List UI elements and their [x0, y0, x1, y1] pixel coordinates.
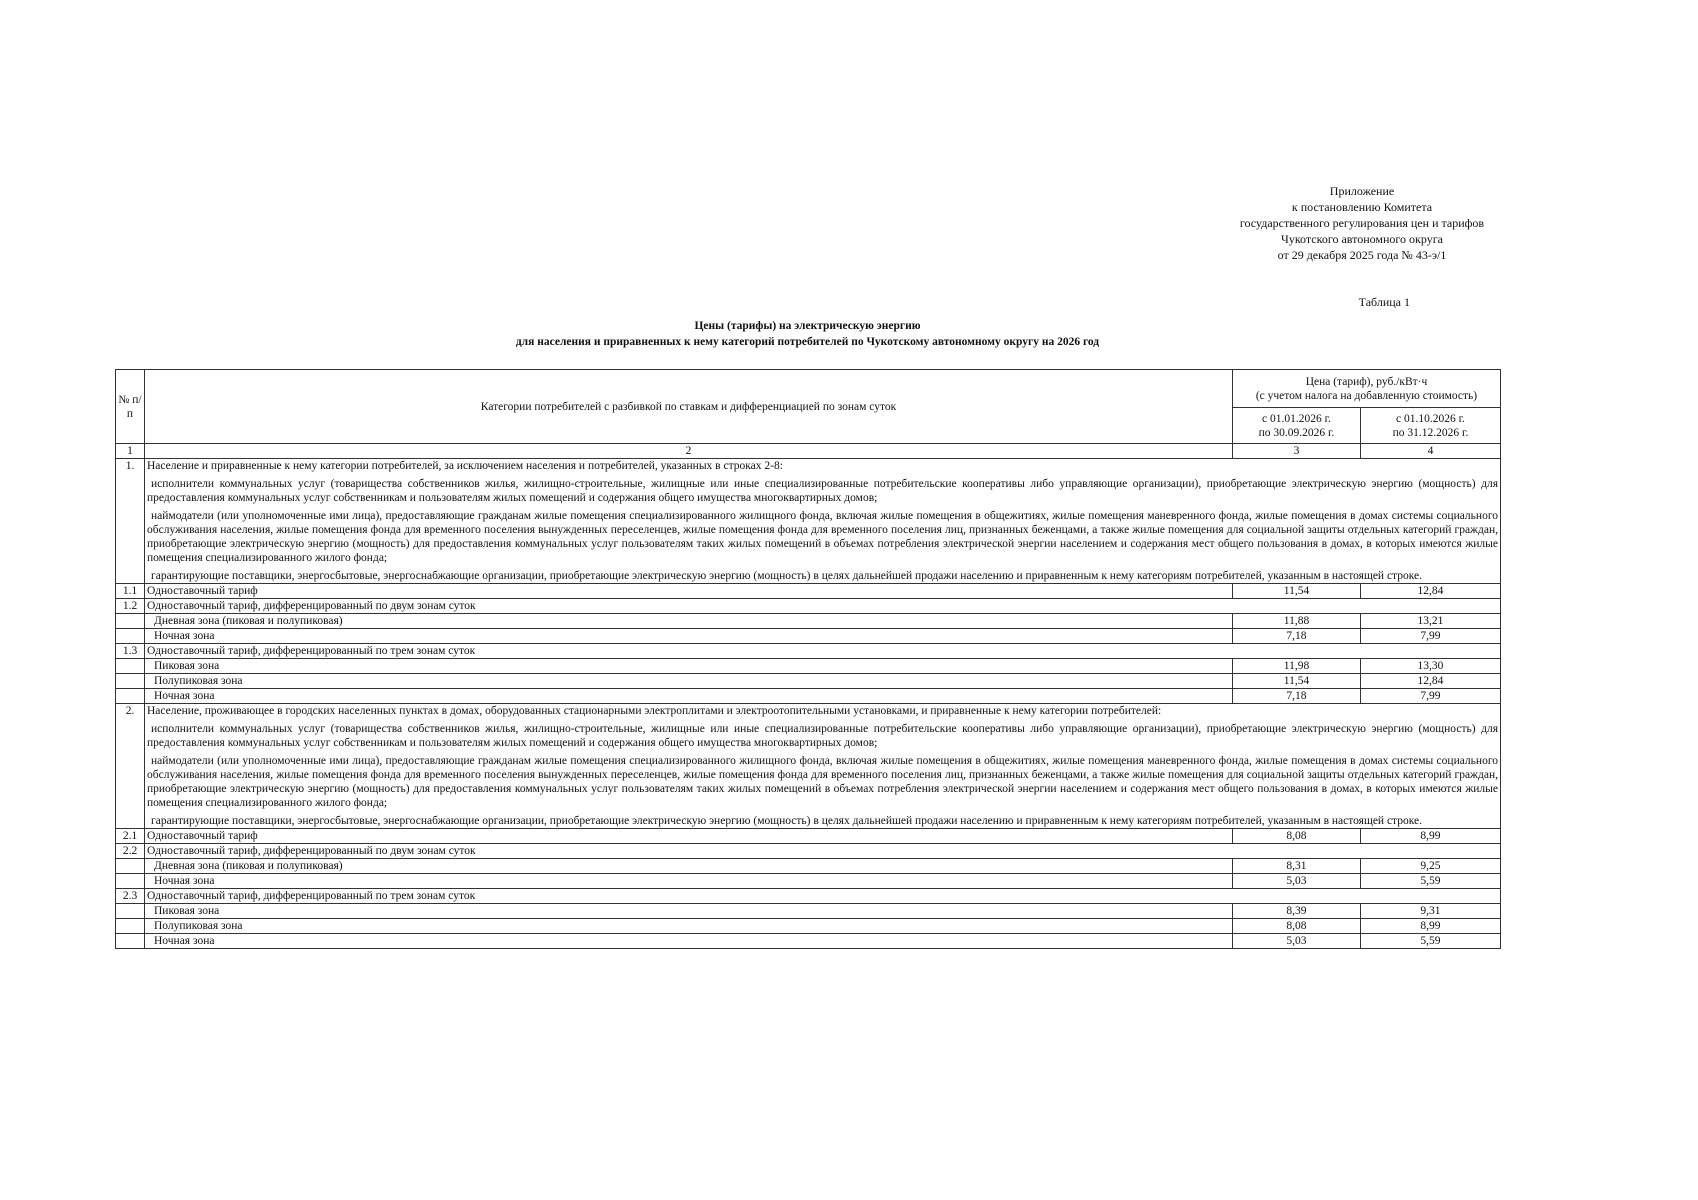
- table-row: [116, 599, 1501, 614]
- table-row: [116, 629, 1501, 644]
- table-header-row: [116, 370, 1501, 408]
- row-label: Одноставочный тариф, дифференцированный по двум зонам суток: [145, 844, 1501, 859]
- table-row: [116, 644, 1501, 659]
- value-period-1: 11,98: [1232, 659, 1360, 674]
- header-period-line: по 31.12.2026 г.: [1392, 426, 1469, 439]
- row-label: Ночная зона: [145, 874, 1233, 889]
- row-label: Пиковая зона: [145, 904, 1233, 919]
- column-number: 3: [1232, 444, 1360, 459]
- row-label: Одноставочный тариф: [145, 829, 1233, 844]
- table-row: [116, 844, 1501, 859]
- document-title-line: для населения и приравненных к нему категорий потребителей по Чукотскому автономному округу на 2026 год: [515, 336, 1100, 348]
- row-label: Одноставочный тариф, дифференцированный по трем зонам суток: [145, 644, 1501, 659]
- row-number: 1.3: [116, 644, 145, 659]
- value-period-1: 11,88: [1232, 614, 1360, 629]
- row-label: Одноставочный тариф, дифференцированный по трем зонам суток: [145, 889, 1501, 904]
- row-label: Ночная зона: [145, 629, 1233, 644]
- value-period-1: 8,39: [1232, 904, 1360, 919]
- section-intro: Население и приравненные к нему категории потребителей, за исключением населения и потребителей, указанных в строках 2-8:: [147, 460, 783, 472]
- section-paragraph: гарантирующие поставщики, энергосбытовые, энергоснабжающие организации, приобретающие электрическую энергию (мощность) в целях дальнейшей продажи населению и приравненным к нему категориям потребителей, указанным в настоящей строке.: [151, 815, 1422, 827]
- value-period-1: 8,31: [1232, 859, 1360, 874]
- value-period-1: 8,08: [1232, 919, 1360, 934]
- appendix-line: Чукотского автономного округа: [1281, 232, 1443, 246]
- table-row: [116, 889, 1501, 904]
- row-number-empty: [116, 919, 145, 934]
- section-paragraph: гарантирующие поставщики, энергосбытовые, энергоснабжающие организации, приобретающие электрическую энергию (мощность) в целях дальнейшей продажи населению и приравненным к нему категориям потребителей, указанным в настоящей строке.: [151, 570, 1422, 582]
- row-number-empty: [116, 689, 145, 704]
- row-number: 2.2: [116, 844, 145, 859]
- header-price: [1232, 370, 1500, 408]
- header-price-line: Цена (тариф), руб./кВт·ч: [1305, 375, 1428, 388]
- value-period-1: 5,03: [1232, 874, 1360, 889]
- value-period-2: 9,25: [1360, 859, 1500, 874]
- row-label: Полупиковая зона: [145, 674, 1233, 689]
- header-period-line: по 30.09.2026 г.: [1258, 426, 1335, 439]
- section-paragraph: исполнители коммунальных услуг (товарищества собственников жилья, жилищно-строительные, жилищные или иные специализированные потребительские кооперативы либо управляющие организации), приобретающие электрическую энергию (мощность) для предоставления коммунальных услуг собственникам и пользователям жилых помещений и содержания общего имущества многоквартирных домов;: [147, 478, 1498, 504]
- value-period-1: 7,18: [1232, 629, 1360, 644]
- value-period-1: 7,18: [1232, 689, 1360, 704]
- tariff-table: [115, 369, 1501, 949]
- row-number: 2.3: [116, 889, 145, 904]
- value-period-1: 8,08: [1232, 829, 1360, 844]
- value-period-1: 5,03: [1232, 934, 1360, 949]
- row-number-empty: [116, 859, 145, 874]
- row-number: 2.1: [116, 829, 145, 844]
- header-period-line: с 01.01.2026 г.: [1262, 412, 1331, 425]
- row-number-empty: [116, 614, 145, 629]
- header-period-line: с 01.10.2026 г.: [1396, 412, 1465, 425]
- value-period-1: 11,54: [1232, 674, 1360, 689]
- row-number: 1.: [116, 459, 145, 584]
- table-row: [116, 614, 1501, 629]
- column-number: 1: [116, 444, 145, 459]
- table-row: [116, 659, 1501, 674]
- header-price-line: (с учетом налога на добавленную стоимость): [1255, 389, 1478, 402]
- document-title-line: Цены (тарифы) на электрическую энергию: [694, 320, 921, 332]
- section-row: [116, 704, 1501, 829]
- header-period-1: [1232, 408, 1360, 444]
- header-period-2: [1360, 408, 1500, 444]
- table-row: [116, 874, 1501, 889]
- row-label: Полупиковая зона: [145, 919, 1233, 934]
- row-number-empty: [116, 629, 145, 644]
- row-number-empty: [116, 874, 145, 889]
- section-paragraph: наймодатели (или уполномоченные ими лица), предоставляющие гражданам жилые помещения специализированного жилищного фонда, включая жилые помещения в общежитиях, жилые помещения маневренного фонда, жилые помещения в домах системы социального обслуживания населения, жилые помещения фонда для временного поселения вынужденных переселенцев, жилые помещения фонда для временного поселения лиц, признанных беженцами, а также жилые помещения для социальной защиты отдельных категорий граждан, приобретающие электрическую энергию (мощность) для предоставления коммунальных услуг пользователям таких жилых помещений в объемах потребления электрической энергии населением и содержания мест общего пользования в домах, в которых имеются жилые помещения специализированного жилого фонда;: [147, 510, 1498, 564]
- value-period-2: 7,99: [1360, 689, 1500, 704]
- column-number: 4: [1360, 444, 1500, 459]
- row-label: Дневная зона (пиковая и полупиковая): [145, 859, 1233, 874]
- value-period-2: 12,84: [1360, 584, 1500, 599]
- column-number-row: [116, 444, 1501, 459]
- section-paragraph: исполнители коммунальных услуг (товарищества собственников жилья, жилищно-строительные, жилищные или иные специализированные потребительские кооперативы либо управляющие организации), приобретающие электрическую энергию (мощность) для предоставления коммунальных услуг собственникам и пользователям жилых помещений и содержания общего имущества многоквартирных домов;: [147, 723, 1498, 749]
- table-row: [116, 674, 1501, 689]
- document-title: [115, 318, 1500, 350]
- row-number-empty: [116, 659, 145, 674]
- table-row: [116, 934, 1501, 949]
- row-number-empty: [116, 934, 145, 949]
- value-period-2: 13,30: [1360, 659, 1500, 674]
- header-category: Категории потребителей с разбивкой по ставкам и дифференциацией по зонам суток: [145, 370, 1233, 444]
- row-number: 2.: [116, 704, 145, 829]
- value-period-2: 5,59: [1360, 934, 1500, 949]
- value-period-2: 7,99: [1360, 629, 1500, 644]
- appendix-line: к постановлению Комитета: [1291, 200, 1433, 214]
- section-row: [116, 459, 1501, 584]
- table-row: [116, 584, 1501, 599]
- row-number-empty: [116, 674, 145, 689]
- row-number: 1.2: [116, 599, 145, 614]
- row-label: Одноставочный тариф: [145, 584, 1233, 599]
- row-label: Дневная зона (пиковая и полупиковая): [145, 614, 1233, 629]
- table-number: Таблица 1: [1358, 295, 1410, 309]
- value-period-2: 8,99: [1360, 919, 1500, 934]
- table-row: [116, 919, 1501, 934]
- row-label: Пиковая зона: [145, 659, 1233, 674]
- appendix-line: государственного регулирования цен и тарифов: [1239, 216, 1485, 230]
- appendix-block: [1212, 183, 1512, 263]
- table-row: [116, 829, 1501, 844]
- row-number: 1.1: [116, 584, 145, 599]
- table-row: [116, 904, 1501, 919]
- appendix-line: от 29 декабря 2025 года № 43-э/1: [1277, 248, 1447, 262]
- value-period-2: 5,59: [1360, 874, 1500, 889]
- value-period-2: 13,21: [1360, 614, 1500, 629]
- row-number-empty: [116, 904, 145, 919]
- section-intro: Население, проживающее в городских населенных пунктах в домах, оборудованных стационарными электроплитами и электроотопительными установками, и приравненные к нему категории потребителей:: [147, 705, 1162, 717]
- row-label: Одноставочный тариф, дифференцированный по двум зонам суток: [145, 599, 1501, 614]
- column-number: 2: [145, 444, 1233, 459]
- value-period-2: 8,99: [1360, 829, 1500, 844]
- value-period-2: 12,84: [1360, 674, 1500, 689]
- table-row: [116, 859, 1501, 874]
- table-row: [116, 689, 1501, 704]
- row-label: Ночная зона: [145, 934, 1233, 949]
- header-num: № п/п: [116, 370, 145, 444]
- value-period-1: 11,54: [1232, 584, 1360, 599]
- section-description: [145, 459, 1501, 584]
- appendix-line: Приложение: [1329, 184, 1395, 198]
- row-label: Ночная зона: [145, 689, 1233, 704]
- value-period-2: 9,31: [1360, 904, 1500, 919]
- section-description: [145, 704, 1501, 829]
- section-paragraph: наймодатели (или уполномоченные ими лица), предоставляющие гражданам жилые помещения специализированного жилищного фонда, включая жилые помещения в общежитиях, жилые помещения маневренного фонда, жилые помещения в домах системы социального обслуживания населения, жилые помещения фонда для временного поселения вынужденных переселенцев, жилые помещения фонда для временного поселения лиц, признанных беженцами, а также жилые помещения для социальной защиты отдельных категорий граждан, приобретающие электрическую энергию (мощность) для предоставления коммунальных услуг пользователям таких жилых помещений в объемах потребления электрической энергии населением и содержания мест общего пользования в домах, в которых имеются жилые помещения специализированного жилого фонда;: [147, 755, 1498, 809]
